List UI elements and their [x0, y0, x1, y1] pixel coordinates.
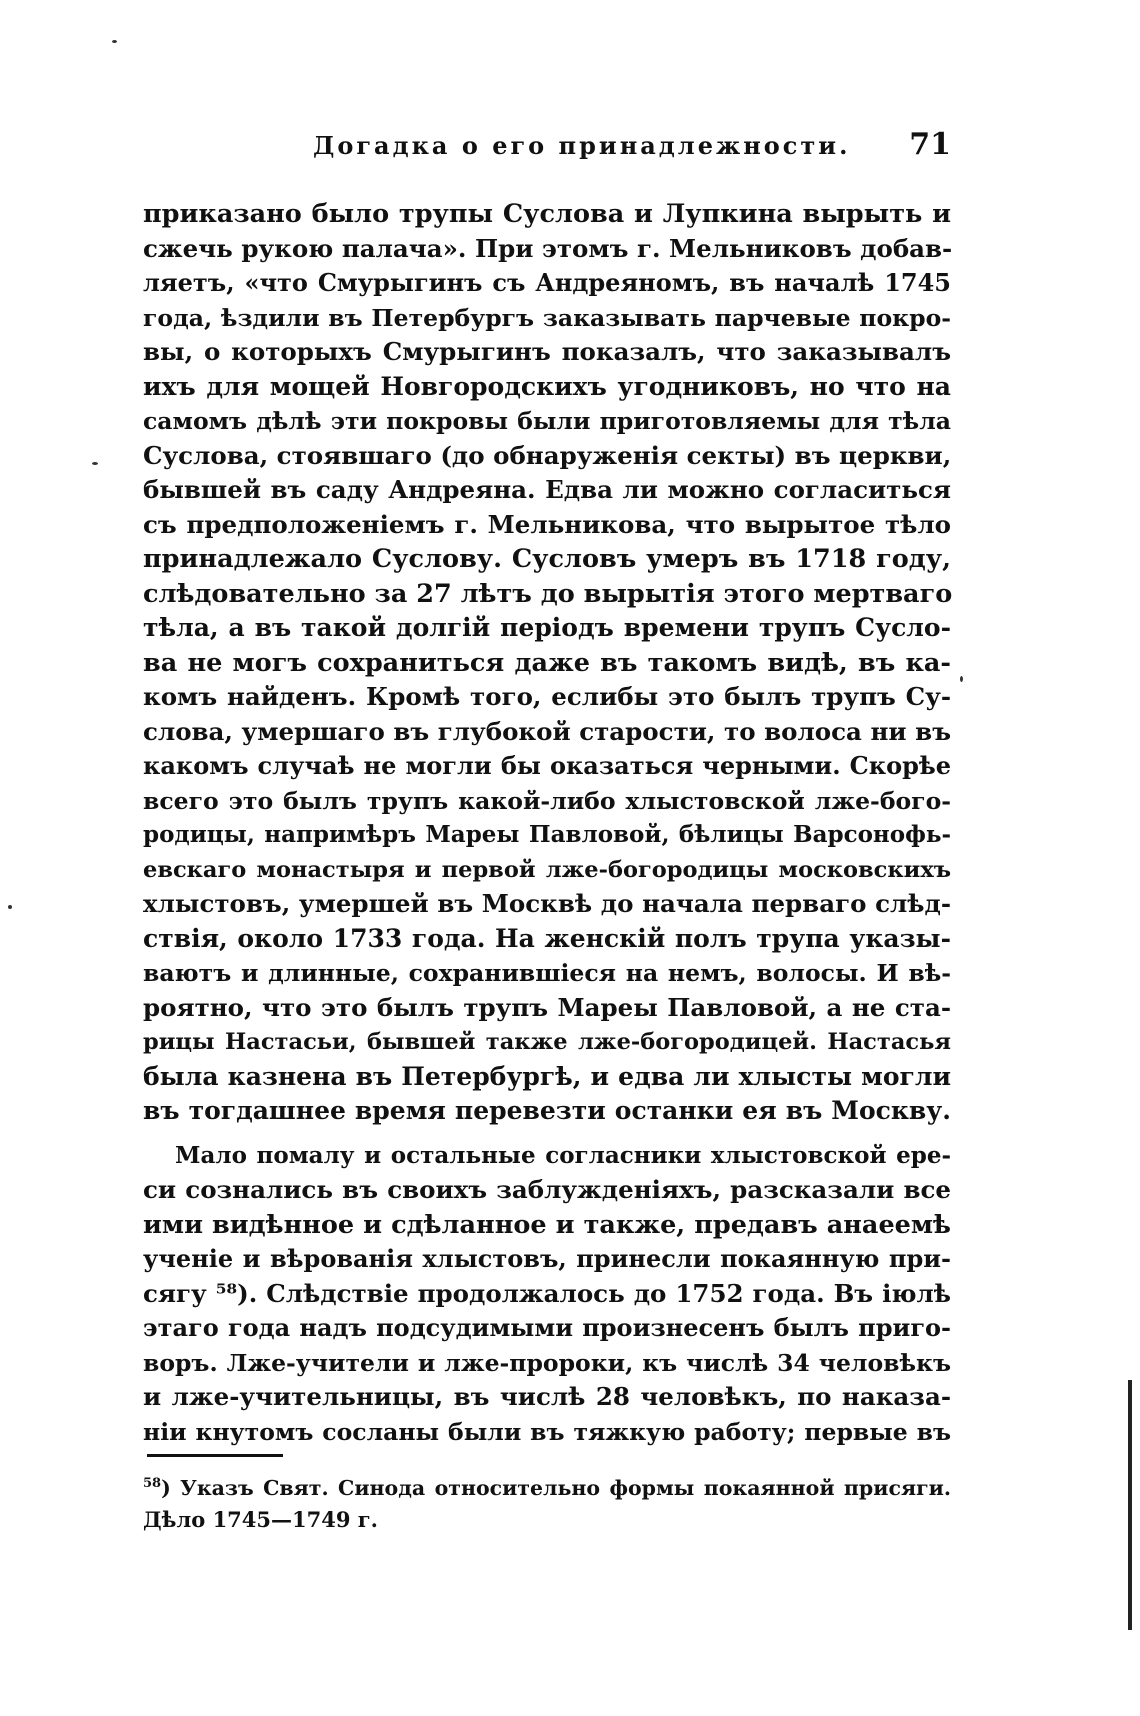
- footnote-line-1: [143, 1472, 951, 1504]
- text-line: и лже-учительницы, въ числѣ 28 человѣкъ, по наказа-: [143, 1382, 951, 1411]
- text-line: приказано было трупы Суслова и Лупкина вырыть и: [143, 199, 951, 229]
- scan-speck: [112, 40, 117, 43]
- scan-speck: [8, 905, 12, 909]
- text-line: бывшей въ саду Андреяна. Едва ли можно согласиться: [143, 475, 951, 504]
- text-line: ими видѣнное и сдѣланное и также, предавъ анаеемѣ: [143, 1209, 951, 1240]
- text-line: принадлежало Суслову. Сусловъ умеръ въ 1718 году,: [143, 544, 951, 574]
- text-line: всего это былъ трупъ какой-либо хлыстовской лже-бого-: [143, 786, 951, 815]
- text-line: съ предположеніемъ г. Мельникова, что вырытое тѣло: [143, 509, 951, 539]
- page-number: 71: [909, 127, 951, 162]
- text-line: какомъ случаѣ не могли бы оказаться черными. Скорѣе: [143, 751, 951, 780]
- text-line: родицы, напримѣръ Мареы Павловой, бѣлицы Варсонофь-: [143, 821, 951, 848]
- text-line: года, ѣздили въ Петербургъ заказывать парчевые покро-: [143, 303, 951, 332]
- text-line: ствія, около 1733 года. На женскій полъ трупа указы-: [143, 923, 951, 953]
- running-head: Догадка о его принадлежности.: [313, 131, 851, 160]
- text-line: комъ найденъ. Кромѣ того, еслибы это былъ трупъ Су-: [143, 682, 951, 711]
- text-line: евскаго монастыря и первой лже-богородицы московскихъ: [143, 856, 951, 883]
- body-text: [143, 197, 951, 1449]
- page-header: [143, 127, 951, 171]
- text-line: роятно, что это былъ трупъ Мареы Павловой, а не ста-: [143, 992, 951, 1022]
- text-line: была казнена въ Петербургѣ, и едва ли хлысты могли: [143, 1061, 951, 1091]
- text-line: рицы Настасьи, бывшей также лже-богородицей. Настасья: [143, 1029, 951, 1055]
- text-line: Мало помалу и остальные согласники хлыстовской ере-: [175, 1141, 951, 1169]
- footnote-marker: 58: [143, 1476, 162, 1492]
- text-line: вы, о которыхъ Смурыгинъ показалъ, что заказывалъ: [143, 337, 951, 366]
- scan-speck: [92, 462, 98, 465]
- text-line: Суслова, стоявшаго (до обнаруженія секты) въ церкви,: [143, 440, 952, 470]
- text-line: воръ. Лже-учители и лже-пророки, къ числѣ 34 человѣкъ: [143, 1348, 951, 1377]
- paragraph-2: [143, 1139, 951, 1450]
- text-line: ихъ для мощей Новгородскихъ угодниковъ, но что на: [143, 371, 951, 401]
- footnote-text: ) Указъ Свят. Синода относительно формы покаянной присяги.: [161, 1476, 951, 1500]
- text-line: хлыстовъ, умершей въ Москвѣ до начала перваго слѣд-: [143, 889, 951, 918]
- footnote: [143, 1472, 951, 1536]
- scan-speck: [960, 676, 963, 682]
- text-line: сягу ⁵⁸). Слѣдствіе продолжалось до 1752 года. Въ іюлѣ: [143, 1278, 951, 1308]
- text-line: слѣдовательно за 27 лѣтъ до вырытія этого мертваго: [143, 578, 953, 609]
- text-line: этаго года надъ подсудимыми произнесенъ былъ приго-: [143, 1313, 951, 1342]
- text-line: ніи кнутомъ сосланы были въ тяжкую работу; первые въ: [143, 1417, 951, 1446]
- text-line: въ тогдашнее время перевезти останки ея въ Москву.: [143, 1096, 951, 1125]
- text-line: слова, умершаго въ глубокой старости, то волоса ни въ: [143, 716, 951, 746]
- text-line: си сознались въ своихъ заблужденіяхъ, разсказали все: [143, 1175, 951, 1204]
- footnote-line-2: Дѣло 1745—1749 г.: [143, 1507, 378, 1532]
- text-line: тѣла, а въ такой долгій періодъ времени трупъ Сусло-: [143, 613, 951, 642]
- text-line: ва не могъ сохраниться даже въ такомъ видѣ, въ ка-: [143, 647, 951, 678]
- text-line: самомъ дѣлѣ эти покровы были приготовляемы для тѣла: [143, 407, 951, 435]
- paragraph-gap: [143, 1129, 951, 1139]
- scan-edge-line: [1128, 1380, 1132, 1630]
- footnote-rule: [147, 1454, 283, 1457]
- text-line: ляетъ, «что Смурыгинъ съ Андреяномъ, въ началѣ 1745: [143, 268, 951, 297]
- text-line: сжечь рукою палача». При этомъ г. Мельниковъ добав-: [143, 233, 953, 263]
- text-line: ученіе и вѣрованія хлыстовъ, принесли покаянную при-: [143, 1244, 951, 1273]
- text-line: ваютъ и длинные, сохранившіеся на немъ, волосы. И вѣ-: [143, 959, 951, 987]
- paragraph-1: [143, 197, 951, 1129]
